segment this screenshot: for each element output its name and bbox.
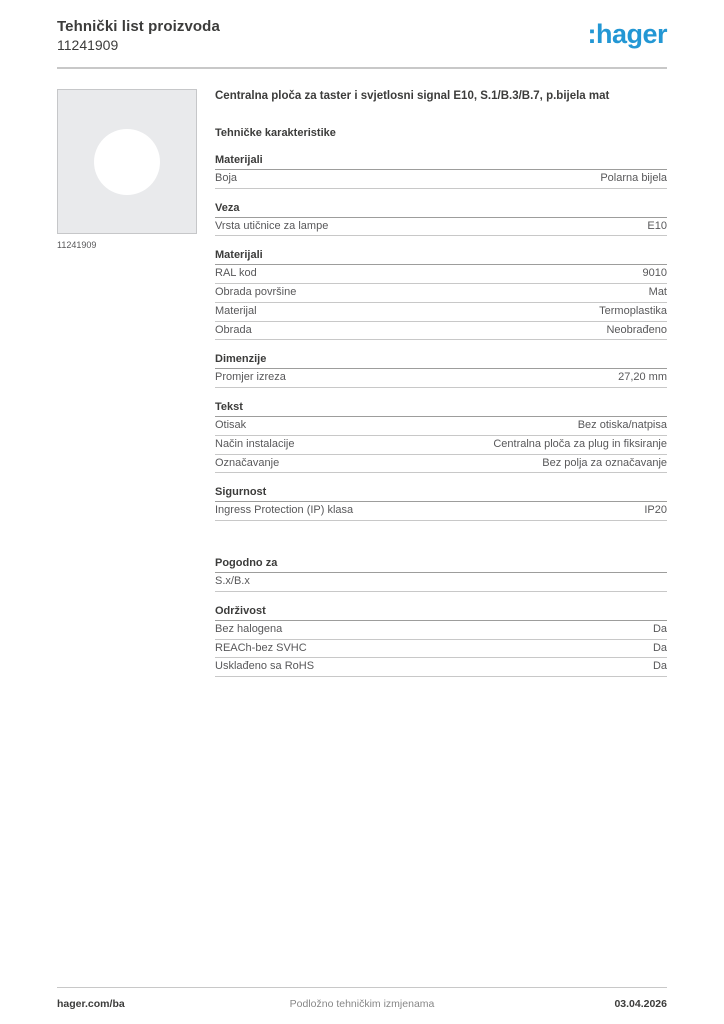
row-label: Materijal (215, 304, 257, 317)
section-rows (215, 573, 667, 592)
spec-row (215, 170, 667, 189)
row-value: Bez otiska/natpisa (577, 419, 667, 432)
spec-row (215, 265, 667, 284)
row-value: E10 (647, 219, 667, 232)
footer-website-link[interactable]: hager.com/ba (57, 998, 125, 1010)
row-value: 9010 (642, 267, 667, 280)
row-label: Promjer izreza (215, 371, 286, 384)
row-label: Ingress Protection (IP) klasa (215, 504, 354, 517)
row-value: Neobrađeno (606, 323, 667, 336)
image-caption: 11241909 (57, 240, 97, 250)
section-rows (215, 218, 667, 237)
spec-row (215, 455, 667, 474)
footer-row (57, 998, 667, 1010)
product-code: 11241909 (57, 37, 119, 53)
section-rows (215, 502, 667, 521)
section-rows (215, 265, 667, 340)
row-value: Termoplastika (599, 304, 667, 317)
section-title: Sigurnost (215, 486, 667, 502)
header (0, 0, 724, 53)
row-label: Boja (215, 171, 238, 184)
spec-row (215, 218, 667, 237)
spec-row (215, 322, 667, 341)
section-title: Veza (215, 202, 667, 218)
row-value: Da (652, 622, 667, 635)
row-value: Polarna bijela (600, 171, 667, 184)
spec-row (215, 436, 667, 455)
section-rows (215, 170, 667, 189)
row-label: Označavanje (215, 456, 280, 469)
spec-sections (215, 154, 667, 677)
section-rows (215, 369, 667, 388)
footer-divider (57, 987, 667, 988)
section-title: Materijali (215, 154, 667, 170)
spec-section (215, 557, 667, 592)
footer (57, 987, 667, 1010)
row-value: Mat (648, 286, 667, 299)
plate-cutout-circle (94, 129, 160, 195)
characteristics-heading: Tehničke karakteristike (215, 126, 336, 139)
spec-section (215, 605, 667, 677)
row-value: Bez polja za označavanje (542, 456, 667, 469)
row-label: Obrada površine (215, 286, 297, 299)
hager-logo: :hager (587, 19, 667, 49)
spec-section (215, 202, 667, 237)
spec-row (215, 658, 667, 677)
row-label: Bez halogena (215, 622, 283, 635)
spec-row (215, 573, 667, 592)
spec-row (215, 284, 667, 303)
product-title: Centralna ploča za taster i svjetlosni signal E10, S.1/B.3/B.7, p.bijela mat (215, 90, 610, 102)
spec-row (215, 417, 667, 436)
right-column (215, 89, 667, 677)
spec-section (215, 353, 667, 388)
spec-row (215, 369, 667, 388)
spec-section (215, 486, 667, 521)
footer-note: Podložno tehničkim izmjenama (289, 998, 435, 1010)
row-value: IP20 (644, 504, 667, 517)
footer-date: 03.04.2026 (614, 998, 667, 1010)
row-label: REACh-bez SVHC (215, 641, 307, 654)
section-title: Materijali (215, 249, 667, 265)
main-content (0, 69, 724, 677)
section-title: Pogodno za (215, 557, 667, 573)
row-label: Usklađeno sa RoHS (215, 660, 315, 673)
doc-title: Tehnički list proizvoda (57, 18, 220, 35)
row-label: Otisak (215, 419, 247, 432)
row-value: Da (652, 641, 667, 654)
spec-row (215, 621, 667, 640)
section-rows (215, 417, 667, 473)
row-value: 27,20 mm (618, 371, 667, 384)
row-label: Obrada (215, 323, 252, 336)
row-label: Vrsta utičnice za lampe (215, 219, 329, 232)
section-title: Tekst (215, 401, 667, 417)
product-image (57, 89, 197, 234)
spec-row (215, 502, 667, 521)
left-column (57, 89, 215, 677)
spec-row (215, 640, 667, 659)
row-value: Centralna ploča za plug in fiksiranje (493, 437, 667, 450)
row-label: Način instalacije (215, 437, 295, 450)
row-label: RAL kod (215, 267, 257, 280)
row-label: S.x/B.x (215, 575, 250, 588)
section-title: Dimenzije (215, 353, 667, 369)
spec-row (215, 303, 667, 322)
spec-section (215, 154, 667, 189)
spec-section (215, 249, 667, 340)
section-rows (215, 621, 667, 677)
row-value: Da (652, 660, 667, 673)
spec-section (215, 401, 667, 473)
section-title: Održivost (215, 605, 667, 621)
header-titles (57, 18, 220, 53)
